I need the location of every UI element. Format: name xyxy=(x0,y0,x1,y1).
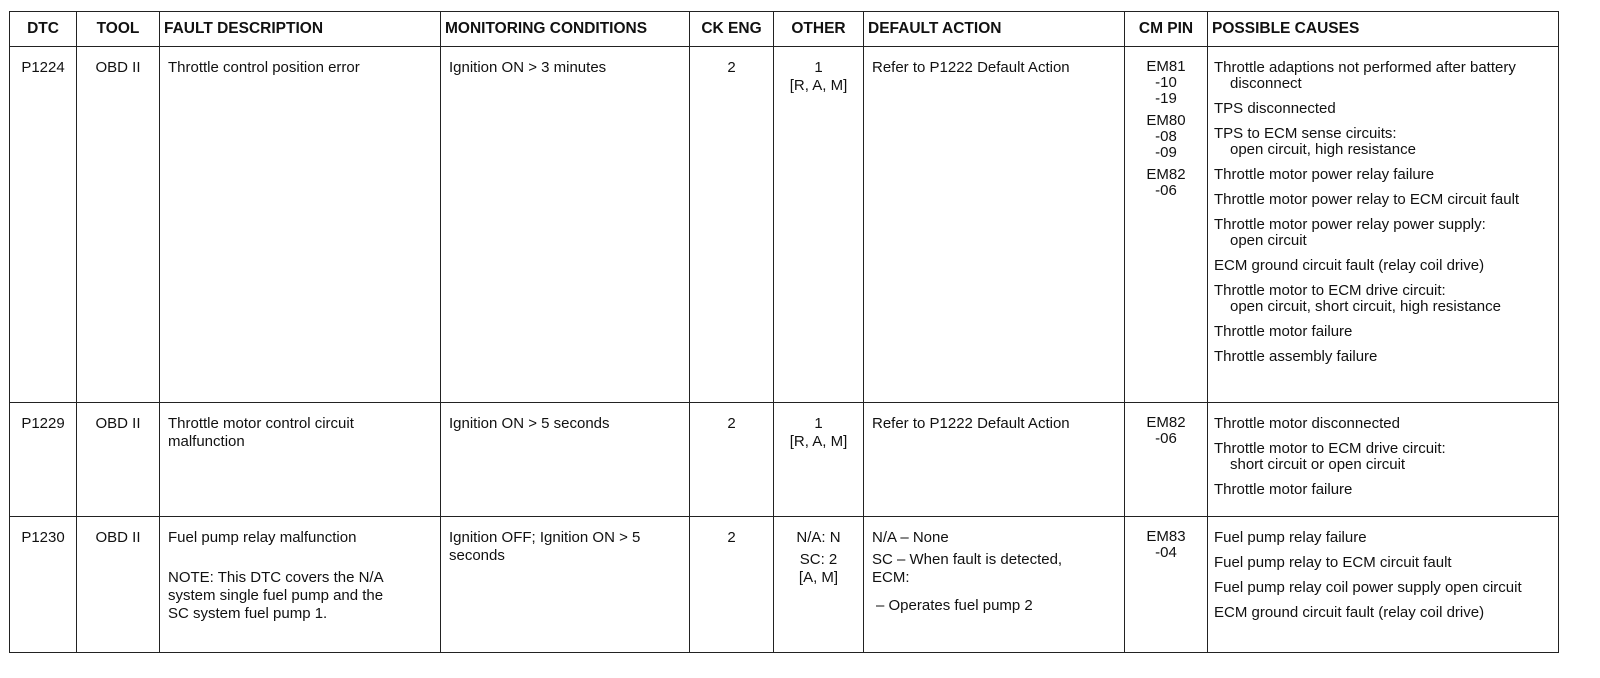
cause-text: Throttle adaptions not performed after battery xyxy=(1214,59,1516,76)
note-line: NOTE: This DTC covers the N/A xyxy=(168,569,384,586)
cause-item xyxy=(1214,348,1554,365)
cause-item xyxy=(1214,59,1554,92)
possible-causes xyxy=(1208,47,1559,403)
default-line: N/A – None xyxy=(872,529,949,546)
fault-note xyxy=(168,569,432,623)
cm-pin xyxy=(1125,517,1208,653)
dtc-code: P1230 xyxy=(10,517,77,653)
other-line: N/A: N xyxy=(796,529,841,546)
pin-connector: EM82 xyxy=(1146,166,1186,183)
other-line: [R, A, M] xyxy=(789,433,848,450)
header-monitoring-conditions: MONITORING CONDITIONS xyxy=(441,12,690,47)
cm-pin xyxy=(1125,403,1208,517)
cause-item xyxy=(1214,191,1554,208)
table-row xyxy=(10,47,1559,403)
cause-detail: short circuit or open circuit xyxy=(1230,456,1406,473)
fault-description xyxy=(160,403,441,517)
pin-number: -06 xyxy=(1155,430,1177,447)
cause-detail: disconnect xyxy=(1230,75,1302,92)
cause-item xyxy=(1214,100,1554,117)
cause-text: TPS to ECM sense circuits: xyxy=(1214,125,1397,142)
other-line: 1 xyxy=(814,415,823,432)
monitoring-conditions xyxy=(441,517,690,653)
default-line: ECM: xyxy=(872,569,910,586)
default-action: Refer to P1222 Default Action xyxy=(864,403,1125,517)
header-fault-description: FAULT DESCRIPTION xyxy=(160,12,441,47)
header-row xyxy=(10,12,1559,47)
cause-text: Throttle motor to ECM drive circuit: xyxy=(1214,282,1446,299)
cause-item xyxy=(1214,125,1554,158)
ck-eng: 2 xyxy=(690,517,774,653)
default-action xyxy=(864,517,1125,653)
cause-item xyxy=(1214,529,1554,546)
cause-item xyxy=(1214,554,1554,571)
default-action: Refer to P1222 Default Action xyxy=(864,47,1125,403)
cause-text: Fuel pump relay failure xyxy=(1214,529,1367,546)
monitoring-conditions: Ignition ON > 5 seconds xyxy=(441,403,690,517)
monitoring-conditions: Ignition ON > 3 minutes xyxy=(441,47,690,403)
cause-text: Throttle motor failure xyxy=(1214,481,1353,498)
pin-number: -10 xyxy=(1155,74,1177,91)
pin-number: -06 xyxy=(1155,182,1177,199)
header-ck-eng: CK ENG xyxy=(690,12,774,47)
cause-text: ECM ground circuit fault (relay coil drive) xyxy=(1214,257,1485,274)
other xyxy=(774,517,864,653)
cause-item xyxy=(1214,323,1554,340)
default-line: SC – When fault is detected, xyxy=(872,551,1063,568)
fault-description: Throttle control position error xyxy=(160,47,441,403)
cause-item xyxy=(1214,166,1554,183)
cause-text: Throttle assembly failure xyxy=(1214,348,1378,365)
cause-item xyxy=(1214,579,1554,596)
cause-item xyxy=(1214,282,1554,315)
ck-eng: 2 xyxy=(690,403,774,517)
pin-connector: EM82 xyxy=(1146,414,1186,431)
cause-item xyxy=(1214,604,1554,621)
pin-number: -19 xyxy=(1155,90,1177,107)
possible-causes xyxy=(1208,403,1559,517)
header-tool: TOOL xyxy=(77,12,160,47)
other xyxy=(774,403,864,517)
header-other: OTHER xyxy=(774,12,864,47)
ck-eng: 2 xyxy=(690,47,774,403)
fault-line: Fuel pump relay malfunction xyxy=(168,529,357,546)
default-line: – Operates fuel pump 2 xyxy=(876,597,1033,614)
table-row xyxy=(10,403,1559,517)
note-line: SC system fuel pump 1. xyxy=(168,605,328,622)
pin-number: -04 xyxy=(1155,544,1177,561)
monitor-line: Ignition OFF; Ignition ON > 5 xyxy=(449,529,641,546)
cause-item xyxy=(1214,257,1554,274)
other xyxy=(774,47,864,403)
cause-item xyxy=(1214,481,1554,498)
cause-text: Throttle motor disconnected xyxy=(1214,415,1400,432)
dtc-code: P1224 xyxy=(10,47,77,403)
pin-number: -08 xyxy=(1155,128,1177,145)
header-dtc: DTC xyxy=(10,12,77,47)
note-line: system single fuel pump and the xyxy=(168,587,384,604)
fault-line: malfunction xyxy=(168,433,245,450)
header-default-action: DEFAULT ACTION xyxy=(864,12,1125,47)
cause-text: Throttle motor failure xyxy=(1214,323,1353,340)
other-line: 1 xyxy=(814,59,823,76)
other-line: [R, A, M] xyxy=(789,77,848,94)
cause-text: Throttle motor power relay power supply: xyxy=(1214,216,1486,233)
monitor-line: seconds xyxy=(449,547,505,564)
cause-text: Fuel pump relay coil power supply open circuit xyxy=(1214,579,1522,596)
cause-text: ECM ground circuit fault (relay coil drive) xyxy=(1214,604,1485,621)
dtc-table xyxy=(9,11,1559,653)
tool: OBD II xyxy=(77,517,160,653)
pin-connector: EM81 xyxy=(1146,58,1186,75)
cause-detail: open circuit xyxy=(1230,232,1307,249)
pin-number: -09 xyxy=(1155,144,1177,161)
pin-connector: EM83 xyxy=(1146,528,1186,545)
dtc-code: P1229 xyxy=(10,403,77,517)
header-possible-causes: POSSIBLE CAUSES xyxy=(1208,12,1559,47)
pin-connector: EM80 xyxy=(1146,112,1186,129)
other-line: [A, M] xyxy=(798,569,839,586)
cause-item xyxy=(1214,216,1554,249)
cause-text: TPS disconnected xyxy=(1214,100,1336,117)
other-line: SC: 2 xyxy=(799,551,838,568)
cause-item xyxy=(1214,415,1554,432)
cause-text: Fuel pump relay to ECM circuit fault xyxy=(1214,554,1452,571)
tool: OBD II xyxy=(77,403,160,517)
default-sub xyxy=(872,551,1116,587)
fault-description xyxy=(160,517,441,653)
header-cm-pin: CM PIN xyxy=(1125,12,1208,47)
cm-pin xyxy=(1125,47,1208,403)
table-row xyxy=(10,517,1559,653)
cause-text: Throttle motor power relay to ECM circuit fault xyxy=(1214,191,1520,208)
cause-text: Throttle motor power relay failure xyxy=(1214,166,1435,183)
tool: OBD II xyxy=(77,47,160,403)
fault-line: Throttle motor control circuit xyxy=(168,415,354,432)
cause-item xyxy=(1214,440,1554,473)
cause-text: Throttle motor to ECM drive circuit: xyxy=(1214,440,1446,457)
possible-causes xyxy=(1208,517,1559,653)
cause-detail: open circuit, high resistance xyxy=(1230,141,1416,158)
cause-detail: open circuit, short circuit, high resistance xyxy=(1230,298,1501,315)
